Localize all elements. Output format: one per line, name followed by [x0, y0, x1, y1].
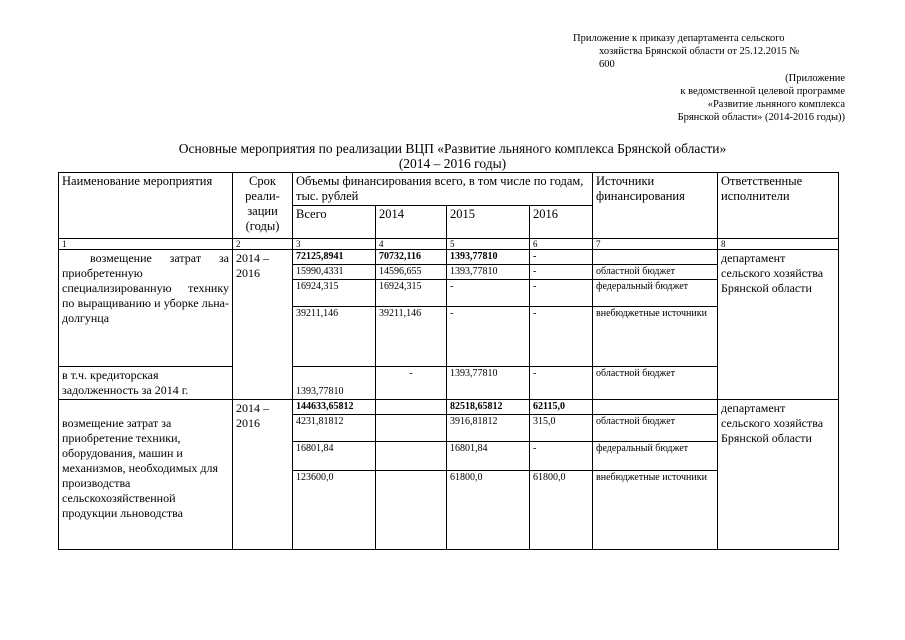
- y2014-value: -: [376, 367, 447, 400]
- y2014-value: [376, 471, 447, 550]
- sub-line-1: (Приложение: [785, 73, 845, 84]
- source: внебюджетные источники: [593, 307, 718, 367]
- y2015-value: 16801,84: [447, 442, 530, 471]
- sub-line-3: «Развитие льняного комплекса: [707, 99, 845, 110]
- y2014-value: 70732,116: [376, 250, 447, 265]
- column-number-row: [59, 239, 839, 250]
- col-num: 6: [530, 239, 593, 250]
- measure-term: 2014 – 2016: [233, 250, 293, 400]
- header-name: Наименование мероприятия: [59, 173, 233, 239]
- measure-name: возмещение затрат за приобретенную специализированную технику по выращиванию и уборке льна-долгунца: [59, 250, 233, 367]
- col-num: 8: [718, 239, 839, 250]
- measure-term: 2014 – 2016: [233, 400, 293, 550]
- source: областной бюджет: [593, 265, 718, 280]
- y2015-value: -: [447, 307, 530, 367]
- total-value: 144633,65812: [293, 400, 376, 415]
- y2015-value: 1393,77810: [447, 265, 530, 280]
- header-2016: 2016: [530, 206, 593, 239]
- y2014-value: 16924,315: [376, 280, 447, 307]
- y2015-value: 82518,65812: [447, 400, 530, 415]
- executor: департамент сельского хозяйства Брянской области: [718, 250, 839, 400]
- header-2014: 2014: [376, 206, 447, 239]
- y2015-value: -: [447, 280, 530, 307]
- y2016-value: 61800,0: [530, 471, 593, 550]
- y2015-value: 61800,0: [447, 471, 530, 550]
- source: областной бюджет: [593, 367, 718, 400]
- source: [593, 250, 718, 265]
- col-num: 7: [593, 239, 718, 250]
- appendix-header: [573, 32, 803, 71]
- col-num: 5: [447, 239, 530, 250]
- table-row: [59, 400, 839, 415]
- total-value: 39211,146: [293, 307, 376, 367]
- total-value: 4231,81812: [293, 415, 376, 442]
- y2016-value: 62115,0: [530, 400, 593, 415]
- source: федеральный бюджет: [593, 280, 718, 307]
- col-num: 2: [233, 239, 293, 250]
- total-value: 16924,315: [293, 280, 376, 307]
- table-row: [59, 250, 839, 265]
- y2014-value: [376, 400, 447, 415]
- sub-line-2: к ведомственной целевой программе: [680, 86, 845, 97]
- col-num: 3: [293, 239, 376, 250]
- y2015-value: 1393,77810: [447, 367, 530, 400]
- y2016-value: -: [530, 250, 593, 265]
- y2016-value: -: [530, 442, 593, 471]
- header-executors: Ответственные исполнители: [718, 173, 839, 239]
- source: внебюджетные источники: [593, 471, 718, 550]
- header-term: Срок реали-зации (годы): [233, 173, 293, 239]
- header-sources: Источники финансирования: [593, 173, 718, 239]
- y2014-value: 14596,655: [376, 265, 447, 280]
- y2016-value: -: [530, 307, 593, 367]
- y2016-value: -: [530, 280, 593, 307]
- document-title: Основные мероприятия по реализации ВЦП «Развитие льняного комплекса Брянской области»: [178, 141, 727, 156]
- document-subtitle: (2014 – 2016 годы): [398, 156, 507, 171]
- y2014-value: [376, 415, 447, 442]
- y2015-value: 3916,81812: [447, 415, 530, 442]
- appendix-line-1: Приложение к приказу департамента сельского: [573, 33, 785, 44]
- y2015-value: 1393,77810: [447, 250, 530, 265]
- y2016-value: 315,0: [530, 415, 593, 442]
- measure-name: возмещение затрат за приобретение техники, оборудования, машин и механизмов, необходимых для производства сельскохозяйственной продукции льноводства: [59, 400, 233, 550]
- total-value: 16801,84: [293, 442, 376, 471]
- appendix-line-2: хозяйства Брянской области от 25.12.2015 № 600: [599, 46, 800, 70]
- executor: департамент сельского хозяйства Брянской области: [718, 400, 839, 550]
- col-num: 4: [376, 239, 447, 250]
- source: областной бюджет: [593, 415, 718, 442]
- header-2015: 2015: [447, 206, 530, 239]
- total-value: 1393,77810: [293, 367, 376, 400]
- program-appendix-header: [678, 72, 845, 124]
- col-num: 1: [59, 239, 233, 250]
- debt-name: в т.ч. кредиторская задолженность за 2014 г.: [59, 367, 233, 400]
- header-volumes: Объемы финансирования всего, в том числе по годам, тыс. рублей: [293, 173, 593, 206]
- source: [593, 400, 718, 415]
- y2016-value: -: [530, 265, 593, 280]
- header-total: Всего: [293, 206, 376, 239]
- y2014-value: 39211,146: [376, 307, 447, 367]
- y2014-value: [376, 442, 447, 471]
- total-value: 123600,0: [293, 471, 376, 550]
- measures-table: [58, 172, 839, 550]
- sub-line-4: Брянской области» (2014-2016 годы)): [677, 112, 845, 123]
- y2016-value: -: [530, 367, 593, 400]
- total-value: 15990,4331: [293, 265, 376, 280]
- source: федеральный бюджет: [593, 442, 718, 471]
- total-value: 72125,8941: [293, 250, 376, 265]
